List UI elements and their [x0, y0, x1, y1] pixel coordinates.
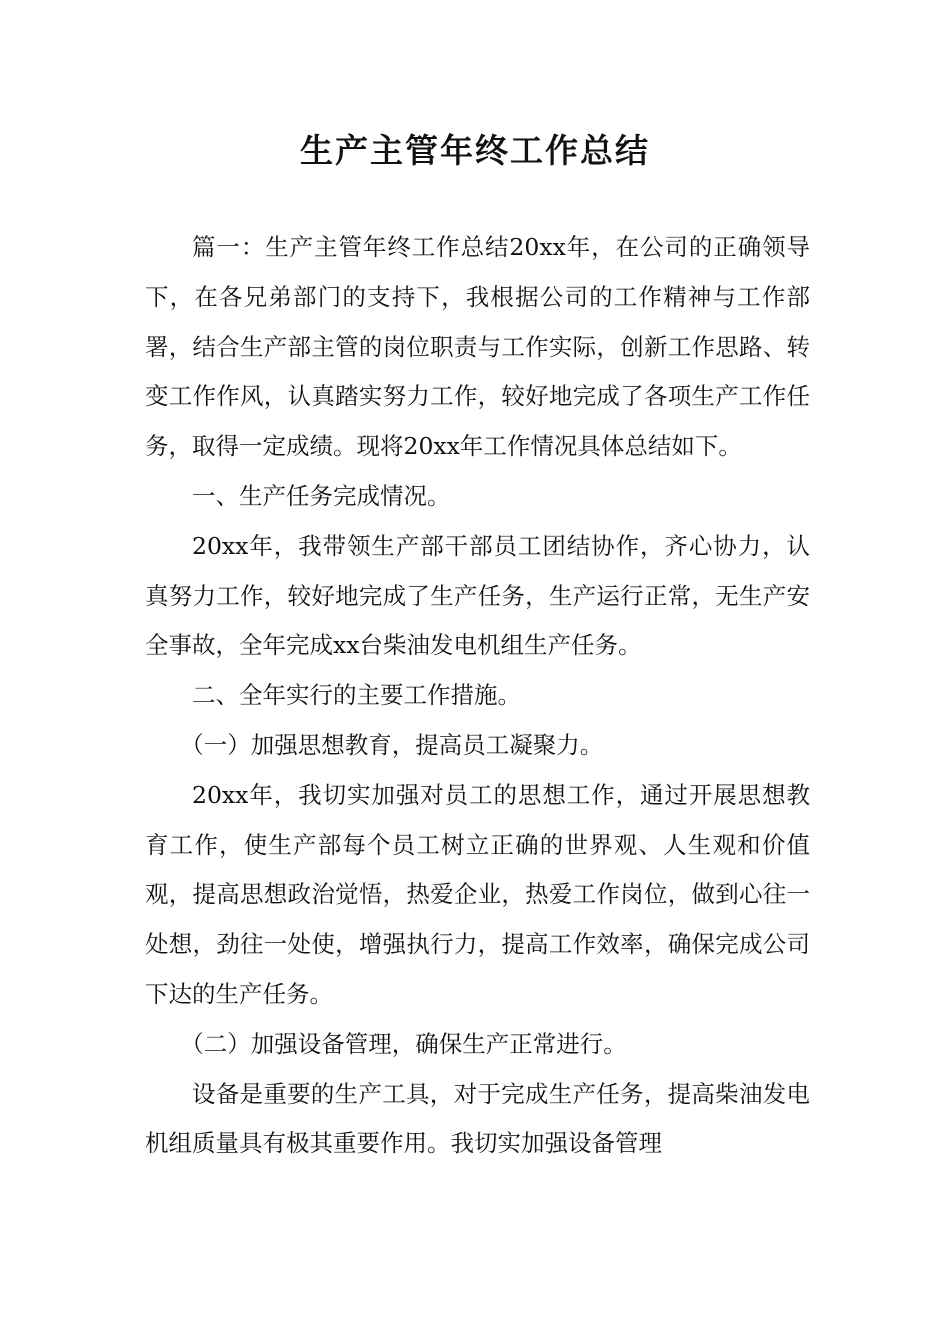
paragraph-production-tasks: 20xx年，我带领生产部干部员工团结协作，齐心协力，认真努力工作，较好地完成了生产任务，生产运行正常，无生产安全事故，全年完成xx台柴油发电机组生产任务。: [145, 531, 810, 660]
heading-section-1: 一、生产任务完成情况。: [192, 481, 451, 510]
paragraph-equipment-management: 设备是重要的生产工具，对于完成生产任务，提高柴油发电机组质量具有极其重要作用。我切实加强设备管理: [145, 1079, 810, 1158]
heading-subsection-2: （二）加强设备管理，确保生产正常进行。: [180, 1029, 627, 1058]
paragraph-intro: 篇一：生产主管年终工作总结20xx年，在公司的正确领导下，在各兄弟部门的支持下，我根据公司的工作精神与工作部署，结合生产部主管的岗位职责与工作实际，创新工作思路、转变工作作风，认真踏实努力工作，较好地完成了各项生产工作任务，取得一定成绩。现将20xx年工作情况具体总结如下。: [145, 233, 810, 461]
document-title: 生产主管年终工作总结: [300, 131, 650, 170]
document-body: [145, 223, 810, 1169]
heading-subsection-1: （一）加强思想教育，提高员工凝聚力。: [180, 730, 604, 759]
paragraph-ideological-education: 20xx年，我切实加强对员工的思想工作，通过开展思想教育工作，使生产部每个员工树立正确的世界观、人生观和价值观，提高思想政治觉悟，热爱企业，热爱工作岗位，做到心往一处想，劲往一处使，增强执行力，提高工作效率，确保完成公司下达的生产任务。: [145, 780, 810, 1008]
heading-section-2: 二、全年实行的主要工作措施。: [192, 681, 521, 710]
